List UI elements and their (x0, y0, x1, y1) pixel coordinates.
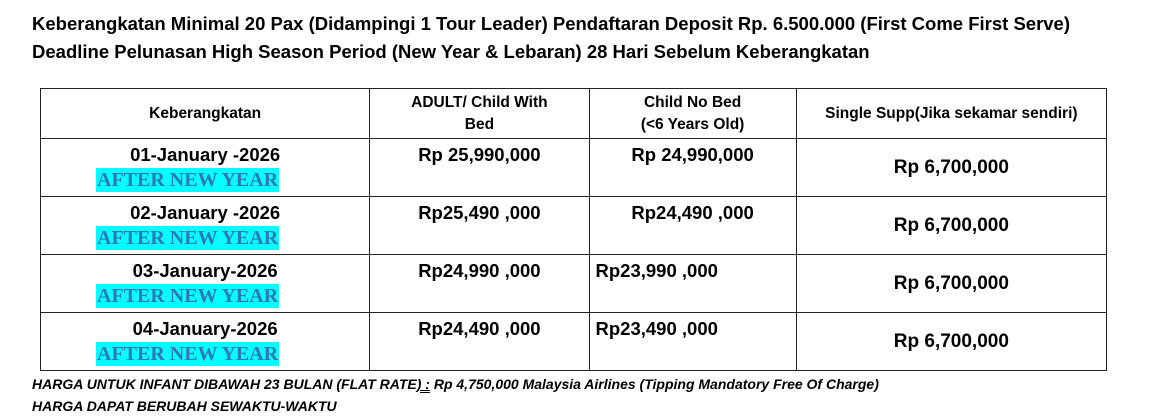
header-child-line1: Child No Bed (643, 93, 742, 111)
header-child-line2: (<6 Years Old) (640, 115, 745, 133)
table-row (41, 313, 1107, 371)
after-new-year-tag: AFTER NEW YEAR (97, 285, 279, 307)
header-line-2: Deadline Pelunasan High Season Period (New Year & Lebaran) 28 Hari Sebelum Keberangkatan (32, 41, 870, 62)
infant-label: HARGA UNTUK INFANT DIBAWAH 23 BULAN (FLAT RATE (32, 376, 417, 392)
after-new-year-tag: AFTER NEW YEAR (97, 343, 279, 365)
price-table (40, 88, 1107, 371)
header-adult-line1: ADULT/ Child With (411, 93, 548, 111)
adult-price-cell (370, 255, 589, 313)
adult-price-cell (370, 197, 589, 255)
child-price-cell (589, 313, 796, 371)
footer-notes (32, 373, 879, 417)
departure-date: 01-January -2026 (130, 144, 281, 165)
departure-cell (41, 313, 370, 371)
child-price: Rp23,990 ,000 (595, 260, 718, 281)
child-price: Rp23,490 ,000 (595, 318, 718, 339)
adult-price-cell (370, 313, 589, 371)
single-supp-cell (796, 139, 1106, 197)
adult-price: Rp24,990 ,000 (418, 260, 541, 281)
single-supp-price: Rp 6,700,000 (893, 331, 1009, 352)
departure-date: 02-January -2026 (130, 202, 281, 223)
child-price-cell (589, 197, 796, 255)
departure-cell (41, 255, 370, 313)
document-header (32, 10, 1070, 66)
table-row (41, 255, 1107, 313)
single-supp-cell (796, 197, 1106, 255)
child-price-cell (589, 139, 796, 197)
departure-date: 03-January-2026 (132, 260, 278, 281)
adult-price: Rp24,490 ,000 (418, 318, 541, 339)
infant-price-note (32, 373, 879, 395)
single-supp-price: Rp 6,700,000 (893, 273, 1009, 294)
table-row (41, 197, 1107, 255)
price-change-note: HARGA DAPAT BERUBAH SEWAKTU-WAKTU (32, 398, 337, 414)
header-line-1: Keberangkatan Minimal 20 Pax (Didampingi 1 Tour Leader) Pendaftaran Deposit Rp. 6.500.000 (First Come First Serve) (32, 13, 1071, 34)
after-new-year-tag: AFTER NEW YEAR (97, 169, 279, 191)
departure-cell (41, 139, 370, 197)
table-header-row (41, 89, 1107, 139)
child-price: Rp24,490 ,000 (631, 202, 754, 223)
infant-rest: Rp 4,750,000 Malaysia Airlines (Tipping Mandatory Free Of Charge) (429, 376, 879, 392)
adult-price: Rp 25,990,000 (418, 144, 541, 165)
child-price: Rp 24,990,000 (631, 144, 754, 165)
adult-price: Rp25,490 ,000 (418, 202, 541, 223)
after-new-year-tag: AFTER NEW YEAR (97, 227, 279, 249)
single-supp-cell (796, 313, 1106, 371)
departure-cell (41, 197, 370, 255)
single-supp-cell (796, 255, 1106, 313)
adult-price-cell (370, 139, 589, 197)
header-adult (370, 89, 589, 139)
single-supp-price: Rp 6,700,000 (893, 157, 1009, 178)
single-supp-price: Rp 6,700,000 (893, 215, 1009, 236)
child-price-cell (589, 255, 796, 313)
infant-underlined: ) : (416, 376, 430, 392)
header-child (589, 89, 796, 139)
header-adult-line2: Bed (464, 115, 495, 133)
table-row (41, 139, 1107, 197)
header-departure: Keberangkatan (41, 89, 370, 139)
departure-date: 04-January-2026 (132, 318, 278, 339)
header-single: Single Supp(Jika sekamar sendiri) (796, 89, 1106, 139)
